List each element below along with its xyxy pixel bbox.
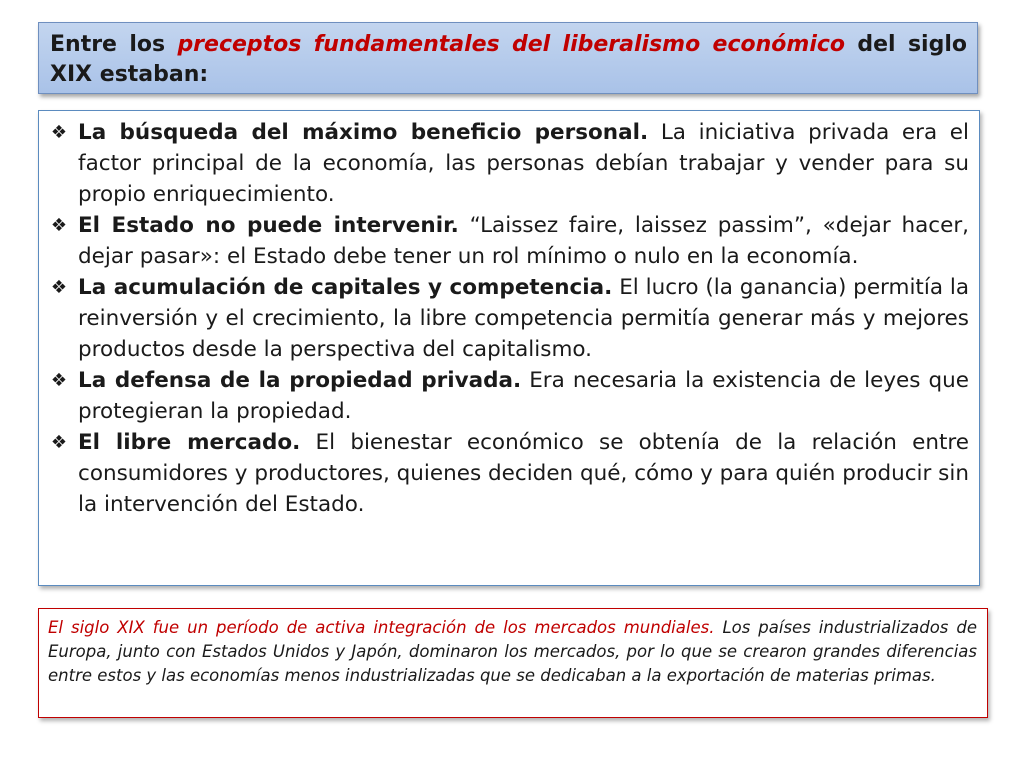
item-text: El lucro (la ganancia) permitía la reinversión y el crecimiento, la libre competencia permitía generar más y mejores productos desde la perspectiva del capitalismo. xyxy=(78,275,969,362)
note-highlight: El siglo XIX fue un período de activa integración de los mercados mundiales. xyxy=(48,618,715,637)
item-text: “Laissez faire, laissez passim”, «dejar hacer, dejar pasar»: el Estado debe tener un rol mínimo o nulo en la economía. xyxy=(78,213,969,269)
list-item xyxy=(47,272,969,365)
item-heading: La defensa de la propiedad privada. xyxy=(78,368,522,393)
list-item xyxy=(47,210,969,272)
item-text: El bienestar económico se obtenía de la relación entre consumidores y productores, quienes deciden qué, cómo y para quién producir sin la intervención del Estado. xyxy=(78,430,969,517)
list-item xyxy=(47,427,969,520)
item-heading: La búsqueda del máximo beneficio personal. xyxy=(78,120,649,145)
diamond-star-bullet-icon: ❖ xyxy=(50,122,68,143)
title-prefix: Entre los xyxy=(50,32,166,57)
diamond-star-bullet-icon: ❖ xyxy=(50,215,68,236)
list-item xyxy=(47,117,969,210)
title-emphasis: preceptos fundamentales del liberalismo económico xyxy=(177,32,846,57)
item-text: Era necesaria la existencia de leyes que protegieran la propiedad. xyxy=(78,368,969,424)
note-box xyxy=(38,608,988,718)
item-heading: El Estado no puede intervenir. xyxy=(78,213,459,238)
slide-title xyxy=(38,22,978,94)
note-text: Los países industrializados de Europa, junto con Estados Unidos y Japón, dominaron los mercados, por lo que se crearon grandes diferencias entre estos y las economías menos industrializadas que se dedicaban a la exportación de materias primas. xyxy=(48,618,978,685)
item-text: La iniciativa privada era el factor principal de la economía, las personas debían trabajar y vender para su propio enriquecimiento. xyxy=(78,120,969,207)
precepts-list xyxy=(38,110,980,586)
diamond-star-bullet-icon: ❖ xyxy=(50,277,68,298)
item-heading: La acumulación de capitales y competencia. xyxy=(78,275,613,300)
diamond-star-bullet-icon: ❖ xyxy=(50,432,68,453)
item-heading: El libre mercado. xyxy=(78,430,301,455)
title-suffix: del siglo XIX estaban: xyxy=(50,32,967,87)
list-item xyxy=(47,365,969,427)
diamond-star-bullet-icon: ❖ xyxy=(50,370,68,391)
